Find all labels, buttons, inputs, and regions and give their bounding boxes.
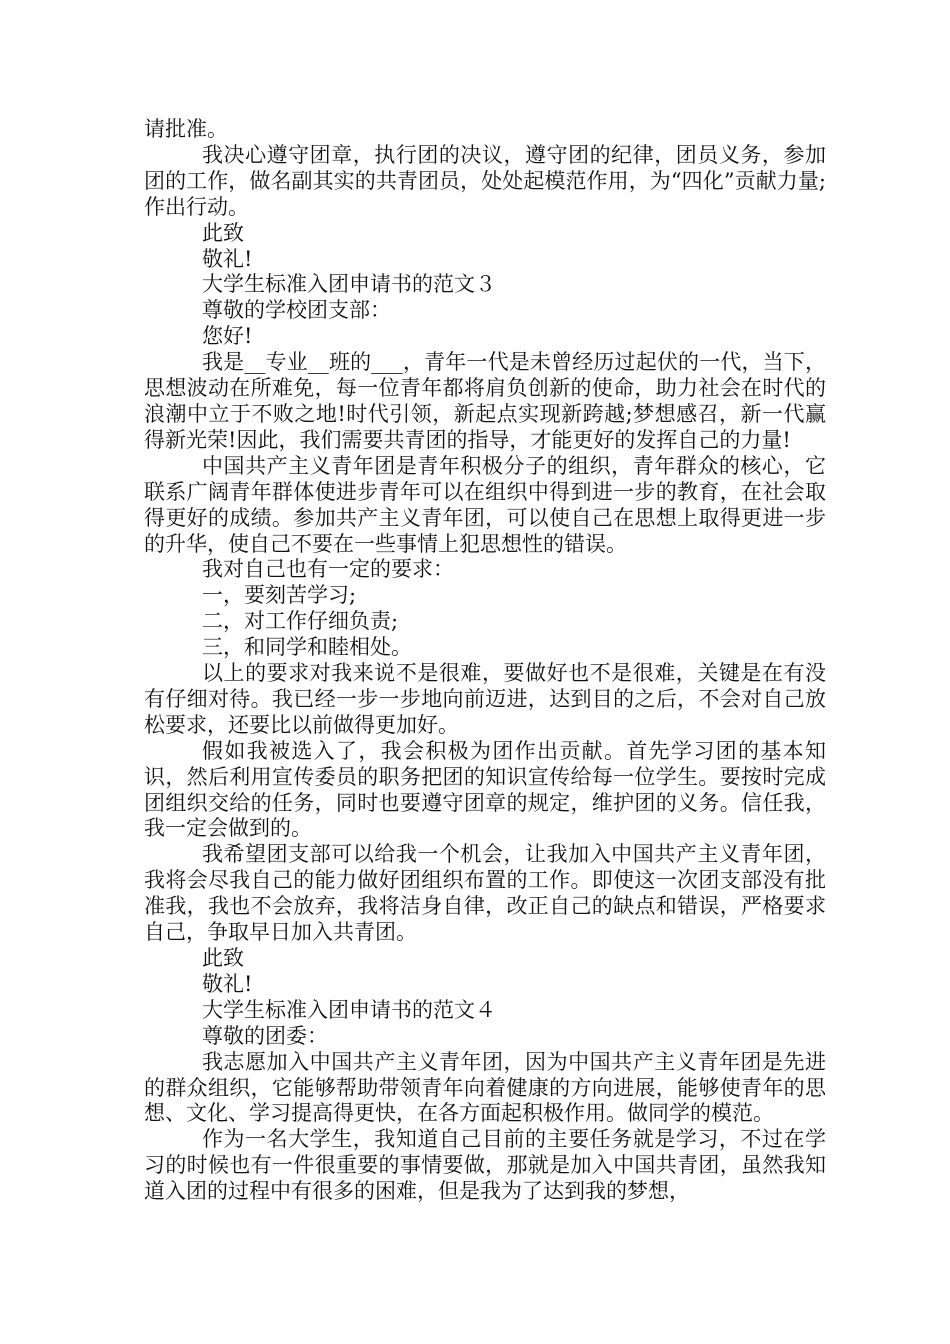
list-item: 二，对工作仔细负责; xyxy=(202,609,399,634)
list-item: 一，要刻苦学习; xyxy=(202,583,357,608)
paragraph: 我是__专业__班的___，青年一代是未曾经历过起伏的一代，当下，思想波动在所难免，每一位青年都将肩负创新的使命，助力社会在时代的浪潮中立于不败之地!时代引领，新起点实现新跨越;梦想感召，新一代赢得新光荣!因此，我们需要共青团的指导，才能更好的发挥自己的力量! xyxy=(144,350,826,452)
paragraph: 中国共产主义青年团是青年积极分子的组织，青年群众的核心，它联系广阔青年群体使进步青年可以在组织中得到进一步的教育，在社会取得更好的成绩。参加共产主义青年团，可以使自己在思想上取得更进一步的升华，使自己不要在一些事情上犯思想性的错误。 xyxy=(144,453,826,556)
salutation-line: 此致 xyxy=(202,220,244,245)
salutation-line: 此致 xyxy=(202,946,244,970)
paragraph: 以上的要求对我来说不是很难，要做好也不是很难，关键是在有没有仔细对待。我已经一步一步地向前迈进，达到目的之后，不会对自己放松要求，还要比以前做得更加好。 xyxy=(144,661,826,737)
paragraph: 作为一名大学生，我知道自己目前的主要任务就是学习，不过在学习的时候也有一件很重要的事情要做，那就是加入中国共青团，虽然我知道入团的过程中有很多的困难，但是我为了达到我的梦想， xyxy=(144,1127,826,1204)
paragraph: 我决心遵守团章，执行团的决议，遵守团的纪律，团员义务，参加团的工作，做名副其实的共青团员，处处起模范作用，为“四化”贡献力量;作出行动。 xyxy=(144,142,826,219)
paragraph: 我希望团支部可以给我一个机会，让我加入中国共产主义青年团，我将会尽我自己的能力做好团组织布置的工作。即使这一次团支部没有批准我，我也不会放弃，我将洁身自律，改正自己的缺点和错误，严格要求自己，争取早日加入共青团。 xyxy=(144,842,826,945)
paragraph: 假如我被选入了，我会积极为团作出贡献。首先学习团的基本知识，然后利用宣传委员的职务把团的知识宣传给每一位学生。要按时完成团组织交给的任务，同时也要遵守团章的规定，维护团的义务。信任我，我一定会做到的。 xyxy=(144,738,826,841)
addressee-line: 尊敬的团委： xyxy=(202,1023,328,1048)
closing-line: 敬礼! xyxy=(202,971,253,996)
closing-line: 敬礼! xyxy=(202,246,253,271)
section-heading: 大学生标准入团申请书的范文３ xyxy=(202,272,496,297)
addressee-line: 尊敬的学校团支部： xyxy=(202,298,391,323)
paragraph: 请批准。 xyxy=(144,117,228,141)
list-item: 三，和同学和睦相处。 xyxy=(202,635,412,660)
list-intro-line: 我对自己也有一定的要求： xyxy=(202,557,454,582)
document-page xyxy=(144,117,826,1205)
section-heading: 大学生标准入团申请书的范文４ xyxy=(202,997,496,1022)
paragraph: 我志愿加入中国共产主义青年团，因为中国共产主义青年团是先进的群众组织，它能够帮助带领青年向着健康的方向进展，能够使青年的思想、文化、学习提高得更快，在各方面起积极作用。做同学的模范。 xyxy=(144,1049,826,1126)
greeting-line: 您好! xyxy=(202,324,253,349)
